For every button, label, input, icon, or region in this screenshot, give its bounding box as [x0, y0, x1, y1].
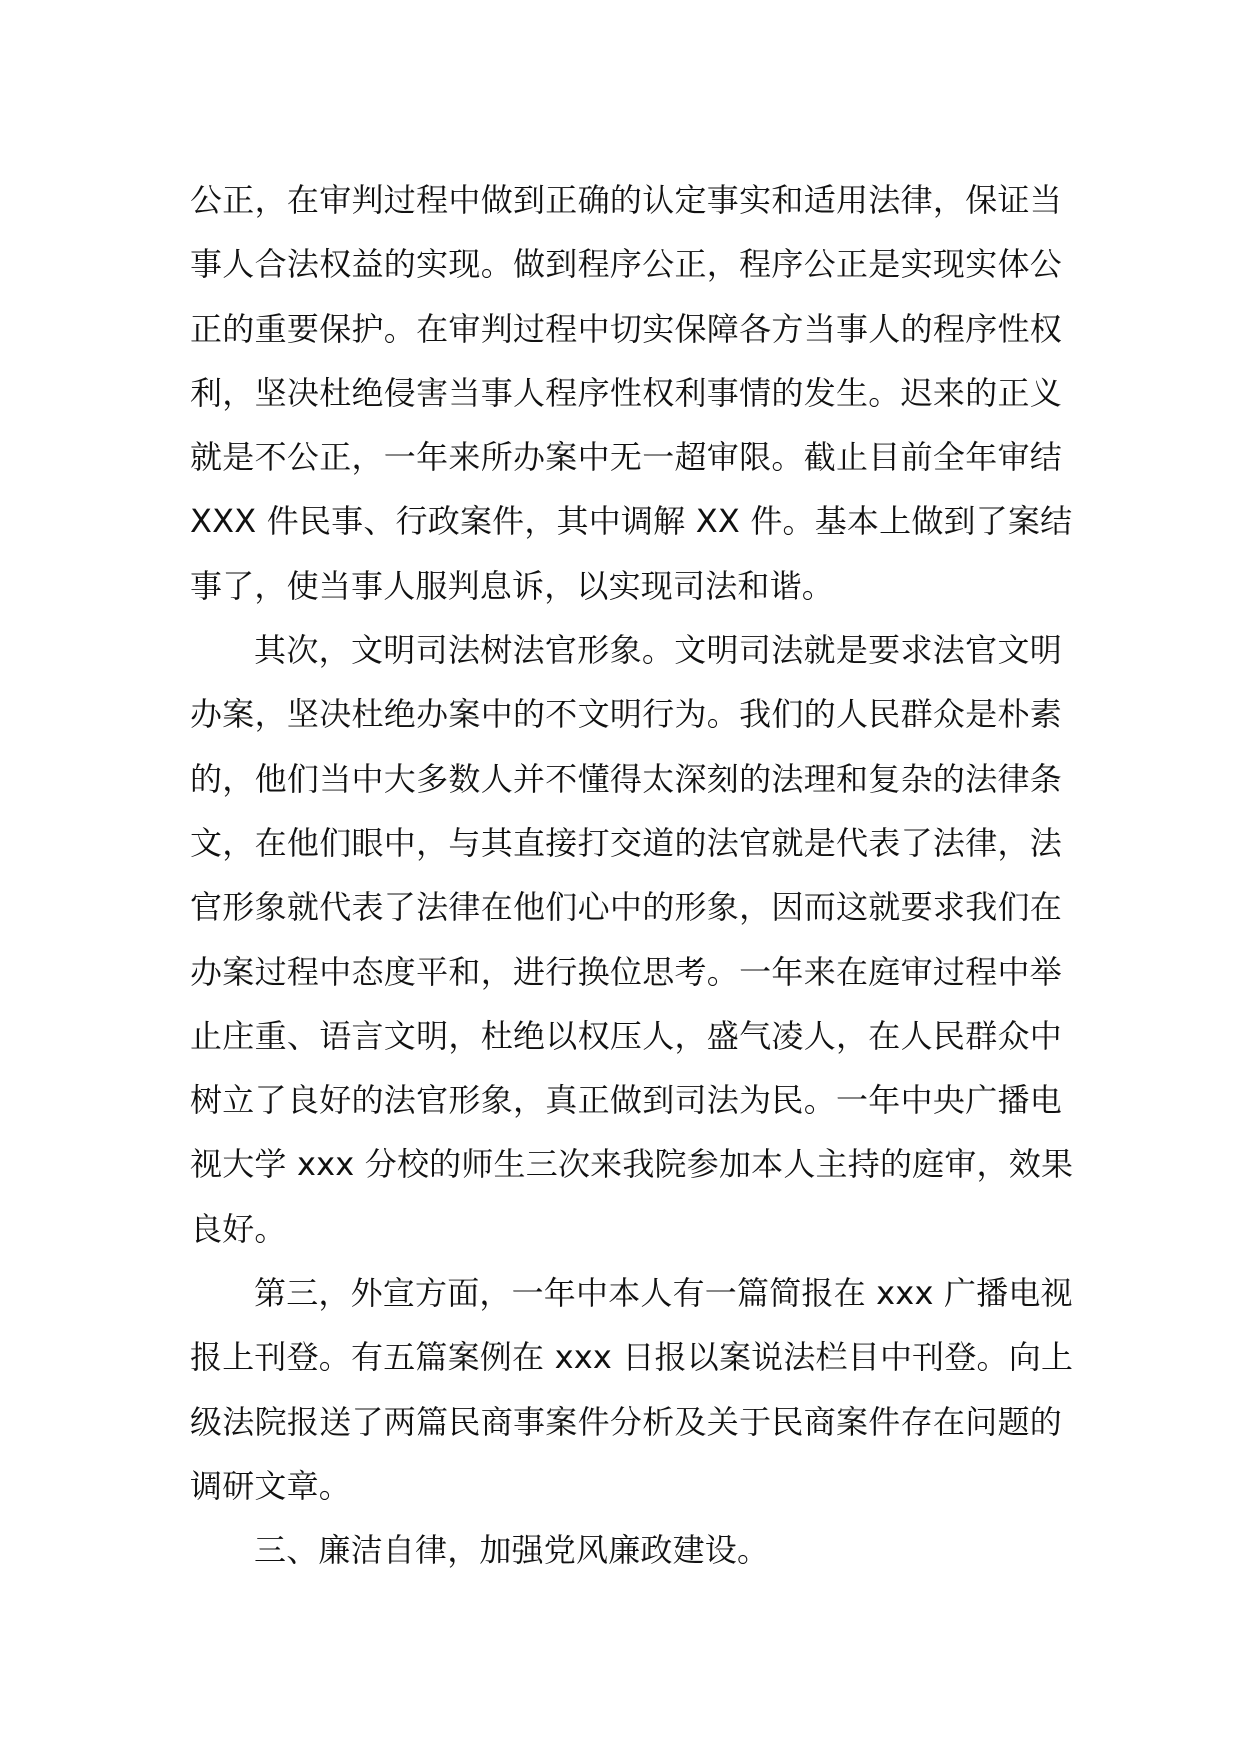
text-line: XXX 件民事、行政案件，其中调解 XX 件。基本上做到了案结 — [190, 502, 1073, 541]
text-line: 官形象就代表了法律在他们心中的形象，因而这就要求我们在 — [190, 888, 1062, 927]
text-line: 办案过程中态度平和，进行换位思考。一年来在庭审过程中举 — [190, 952, 1062, 991]
text-line: 文，在他们眼中，与其直接打交道的法官就是代表了法律，法 — [190, 823, 1062, 862]
text-line: 公正，在审判过程中做到正确的认定事实和适用法律，保证当 — [190, 181, 1062, 219]
text-line: 办案，坚决杜绝办案中的不文明行为。我们的人民群众是朴素 — [190, 695, 1062, 734]
text-line: 利，坚决杜绝侵害当事人程序性权利事情的发生。迟来的正义 — [190, 373, 1062, 412]
text-line: 报上刊登。有五篇案例在 xxx 日报以案说法栏目中刊登。向上 — [190, 1338, 1074, 1377]
text-line: 视大学 xxx 分校的师生三次来我院参加本人主持的庭审，效果 — [190, 1145, 1074, 1184]
paragraph-first-line: 其次，文明司法树法官形象。文明司法就是要求法官文明 — [254, 631, 1062, 670]
document-body — [190, 168, 1074, 1583]
text-line: 调研文章。 — [190, 1466, 352, 1505]
text-line: 就是不公正，一年来所办案中无一超审限。截止目前全年审结 — [190, 438, 1062, 477]
text-line: 事人合法权益的实现。做到程序公正，程序公正是实现实体公 — [190, 245, 1062, 284]
text-line: 正的重要保护。在审判过程中切实保障各方当事人的程序性权 — [190, 309, 1062, 348]
text-line: 事了，使当事人服判息诉，以实现司法和谐。 — [190, 566, 835, 605]
paragraph-first-line: 第三，外宣方面，一年中本人有一篇简报在 xxx 广播电视 — [254, 1274, 1073, 1313]
text-line: 级法院报送了两篇民商事案件分析及关于民商案件存在问题的 — [190, 1402, 1062, 1441]
section-heading: 三、廉洁自律，加强党风廉政建设。 — [254, 1531, 770, 1570]
text-line: 良好。 — [190, 1209, 287, 1248]
text-line: 止庄重、语言文明，杜绝以权压人，盛气凌人，在人民群众中 — [190, 1016, 1062, 1055]
text-line: 的，他们当中大多数人并不懂得太深刻的法理和复杂的法律条 — [190, 759, 1062, 798]
text-line: 树立了良好的法官形象，真正做到司法为民。一年中央广播电 — [190, 1081, 1062, 1120]
